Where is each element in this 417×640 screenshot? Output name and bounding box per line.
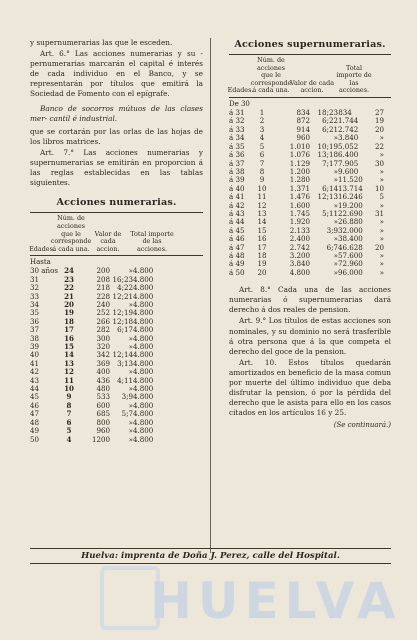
table-row [30,335,203,343]
table-cell: 208 [96,274,110,284]
table-cell: 4.800 [133,300,154,309]
table-cell: 5 [66,426,72,436]
table-cell: 1.280 [289,175,310,185]
table-cell: 4.800 [133,333,154,343]
table-cell: 38 [30,333,40,343]
table-cell: 44 [30,384,40,394]
table-cell: 19 [374,116,384,126]
table-cell: 1.600 [289,200,310,210]
table-row [30,293,203,301]
table-cell: 19.200 [338,200,363,210]
table-cell: 39 [30,342,40,352]
table-row [229,260,391,268]
table-cell: 960 [296,133,310,143]
table-cell: 1.200 [289,166,310,176]
col-header-total: Total importe de las acciones. [130,229,174,253]
table-cell: 6 [66,417,72,427]
table-cell: 26.880 [338,217,363,227]
table-row [30,410,203,418]
table-cell: » [333,166,338,176]
epigraph: Banco de socorros mútuos de las clases mer- cantil é industrial. [30,103,203,123]
table-cell: 3.200 [289,250,310,260]
table-cell: 50 [30,434,40,444]
article-10: Art. 10. Estos títulos quedarán amortizados en beneficio de la masa comun por muerte del último individuo que deba disfrutar la pension, ó por la pérdida del derecho que le asista para ello en los casos citados en los artículos 16 y 25. [229,357,391,418]
table-cell: 9 [259,175,265,185]
table-row [30,377,203,385]
table-cell: 10;19 [317,141,338,151]
table-cell: 3.840 [289,259,310,269]
table-cell: 5;11 [322,208,338,218]
table-cell: 4.800 [133,384,154,394]
table-cell: 2.742 [338,124,359,134]
imprint-footer: Huelva: imprenta de Doña J. Perez, calle del Hospital. [30,548,391,564]
table-cell: á 45 [229,225,245,235]
table-cell: á 35 [229,141,245,151]
table-cell: 11 [64,375,74,385]
table-cell: 36 [30,316,40,326]
table-cell: 30 [374,158,384,168]
table-cell: » [379,217,384,227]
table-cell: 20 [257,267,267,277]
table-cell: » [379,259,384,269]
table-cell: 200 [96,266,110,276]
table-cell: 2 [259,116,265,126]
table-cell: » [379,234,384,244]
table-row [229,202,391,210]
table-row [229,269,391,277]
table-cell: á 46 [229,234,245,244]
table-cell: » [128,367,133,377]
table-row [30,402,203,410]
table-cell: 369 [96,358,110,368]
table-cell: » [333,217,338,227]
table-cell: 4.800 [133,400,154,410]
col-header-valor: Valor de cada accion. [94,229,122,253]
table-cell: 32.000 [338,225,363,235]
table-cell: » [333,133,338,143]
table-cell: á 41 [229,192,245,202]
col-header-num: Núm. de acciones que le corresponde á cada una. [250,56,292,95]
table-cell: 38.400 [338,234,363,244]
table-cell: 8 [66,400,72,410]
table-cell: 5 [379,192,384,202]
table-cell: 6;17 [117,325,133,335]
table-cell: 12;21 [112,291,133,301]
table-cell: 2.400 [289,234,310,244]
table-cell: 48 [30,417,40,427]
table-cell: 3 [259,124,265,134]
table-row [30,393,203,401]
table-cell: » [128,417,133,427]
table-cell: 40 [30,350,40,360]
table-cell: 96.000 [338,267,363,277]
table-cell: 533 [96,392,110,402]
table-cell: 685 [96,409,110,419]
table-cell: á 49 [229,259,245,269]
table-cell: 42 [30,367,40,377]
table-cell: 4.800 [133,308,154,318]
table-cell: 7 [66,409,72,419]
table-cell: 4.800 [133,392,154,402]
table-cell: 4 [66,434,72,444]
column-divider [210,38,211,553]
table-cell: 5;7 [121,409,133,419]
table-row [229,244,391,252]
table-cell: 228 [96,291,110,301]
table-cell: 4.800 [133,367,154,377]
table-cell: 7.905 [338,158,359,168]
table-cell: á 47 [229,242,245,252]
table-cell: 6;22 [322,116,338,126]
left-column [30,38,203,444]
table-cell: 600 [96,400,110,410]
table-cell: » [379,250,384,260]
table-cell: 13.714 [338,183,363,193]
table-cell: 14 [257,217,267,227]
table-cell: 6.400 [338,150,359,160]
table-cell: 400 [96,367,110,377]
table-cell: 1.744 [338,116,359,126]
intro-line: y supernumerarias las que le esceden. [30,38,173,47]
table-cell: 4.800 [133,283,154,293]
table-cell: 4.800 [133,409,154,419]
supernumerarias-table-header [229,54,391,98]
table-cell: 834 [338,108,352,118]
table-row [229,185,391,193]
table-cell: 4.800 [133,266,154,276]
table-cell: 22 [374,141,384,151]
table-cell: 9.600 [338,166,359,176]
table-cell: 10 [374,183,384,193]
table-cell: » [379,150,384,160]
table-cell: » [128,434,133,444]
table-cell: 16 [64,333,74,343]
table-cell: 12;19 [112,308,133,318]
table-cell: 1.476 [289,192,310,202]
table-row [229,160,391,168]
numerarias-table-header [30,212,203,256]
table-row [229,168,391,176]
table-cell: 14 [64,350,74,360]
table-cell: 22 [64,283,74,293]
table-cell: 1.920 [289,217,310,227]
col-header-edades: Edades. [227,86,254,95]
table-cell: 12;14 [112,350,133,360]
table-cell: 7 [259,158,265,168]
table-cell: » [128,384,133,394]
table-cell: 4.800 [133,358,154,368]
table-cell: 6;14 [322,183,338,193]
table-cell: 30 años [30,266,58,276]
table-row [229,151,391,159]
table-row [229,235,391,243]
table-row [30,436,203,444]
hasta-label: Hasta [30,258,51,267]
table-cell: 4.800 [289,267,310,277]
numerarias-table-body [30,267,203,444]
right-column [229,38,391,431]
table-row [30,419,203,427]
table-cell: 19 [257,259,267,269]
table-cell: » [128,266,133,276]
col-header-edades: Edades. [29,244,55,253]
de-label: De 30 [229,100,250,109]
table-row [229,227,391,235]
table-cell: 13 [64,358,74,368]
table-cell: 6;21 [322,124,338,134]
table-cell: á 33 [229,124,245,134]
table-cell: » [128,342,133,352]
table-cell: 10 [257,183,267,193]
table-cell: 12;13 [317,192,338,202]
table-cell: 34 [30,300,40,309]
table-cell: 12 [257,200,267,210]
table-cell: 17 [257,242,267,252]
table-cell: 3.840 [338,133,359,143]
table-cell: 4;11 [117,375,133,385]
table-cell: 9 [66,392,72,402]
table-cell: 11.520 [338,175,363,185]
table-cell: 20 [374,242,384,252]
table-cell: 2.742 [289,242,310,252]
table-cell: » [333,250,338,260]
table-cell: 800 [96,417,110,427]
table-cell: 4.800 [133,325,154,335]
table-cell: » [333,267,338,277]
table-cell: 12;18 [112,316,133,326]
table-row [229,117,391,125]
table-cell: 1.129 [289,158,310,168]
table-cell: á 44 [229,217,245,227]
table-cell: 20 [64,300,74,309]
table-cell: 16.246 [338,192,363,202]
table-row [30,427,203,435]
table-cell: » [333,200,338,210]
table-cell: 57.600 [338,250,363,260]
table-cell: 960 [96,426,110,436]
table-cell: 24 [64,266,74,276]
table-cell: 1.010 [289,141,310,151]
table-cell: 5.052 [338,141,359,151]
table-cell: 27 [374,108,384,118]
article-9: Art. 9.° Los títulos de estas acciones son nominales, y su dominio no será trasferible á otra persona que á la que competa el derecho del goce de la pension. [229,316,391,356]
table-cell: » [128,426,133,436]
table-cell: » [379,200,384,210]
table-cell: 320 [96,342,110,352]
table-cell: 18 [64,316,74,326]
article-7: Art. 7.° Las acciones numerarias y supernumerarias se emitirán en proporcion á las reglas establecidas en las tablas siguientes. [30,147,203,188]
table-cell: 4.800 [133,375,154,385]
table-cell: 1.076 [289,150,310,160]
table-row [229,252,391,260]
table-cell: 914 [296,124,310,134]
table-cell: 23 [64,274,74,284]
table-cell: 35 [30,308,40,318]
table-cell: 480 [96,384,110,394]
table-cell: 46 [30,400,40,410]
table-row [30,326,203,334]
table-cell: 1.371 [289,183,310,193]
table-cell: 19 [64,308,74,318]
table-cell: 872 [296,116,310,126]
table-cell: á 31 [229,108,245,118]
table-cell: á 40 [229,183,245,193]
table-cell: 22.690 [338,208,363,218]
table-row [30,385,203,393]
table-cell: 37 [30,325,40,335]
table-cell: » [379,133,384,143]
table-cell: á 37 [229,158,245,168]
table-cell: 4 [259,133,265,143]
col-header-num: Núm. de acciones que le corresponde á cada una. [50,214,92,253]
continuara-note: (Se continuará.) [333,421,391,430]
table-cell: 1.745 [289,208,310,218]
table-cell: 3;13 [117,358,133,368]
table-cell: 13 [257,208,267,218]
table-cell: 4.800 [133,434,154,444]
article-8: Art. 8.° Cada una de las acciones numerarias ó supernumerarias dará derecho á dos reales de pension. [229,285,391,315]
table-cell: á 43 [229,208,245,218]
table-row [229,210,391,218]
table-cell: 49 [30,426,40,436]
table-cell: » [128,400,133,410]
table-cell: 4.800 [133,342,154,352]
table-cell: 47 [30,409,40,419]
table-cell: » [379,225,384,235]
supernumerarias-table-body [229,109,391,277]
table-cell: 13;18 [317,150,338,160]
after-epigraph: que se cortarán por las orlas de las hojas de los libros matrices. [30,126,203,146]
huelva-watermark: HUELVA [150,572,402,630]
table-cell: 4.800 [133,316,154,326]
table-cell: 6 [259,150,265,160]
table-cell: 4.800 [133,350,154,360]
table-cell: 2.133 [289,225,310,235]
table-row [229,176,391,184]
table-cell: 17 [64,325,74,335]
table-row [229,193,391,201]
table-cell: » [379,166,384,176]
table-cell: 11 [257,192,267,202]
table-row [30,360,203,368]
table-cell: 252 [96,308,110,318]
table-row [229,143,391,151]
table-cell: 342 [96,350,110,360]
table-cell: » [128,333,133,343]
table-cell: 6;7 [326,242,338,252]
table-cell: á 39 [229,175,245,185]
table-row [229,218,391,226]
col-header-total: Total importe de las acciones. [336,63,372,95]
table-cell: 5 [259,141,265,151]
table-cell: á 42 [229,200,245,210]
table-cell: 266 [96,316,110,326]
table-cell: 436 [96,375,110,385]
table-cell: 33 [30,291,40,301]
table-cell: 300 [96,333,110,343]
table-cell: á 34 [229,133,245,143]
table-cell: » [128,300,133,309]
table-cell: 18;23 [317,108,338,118]
table-cell: » [333,234,338,244]
table-cell: » [333,175,338,185]
table-cell: 21 [64,291,74,301]
col-header-valor: Valor de cada accion. [290,78,335,95]
table-cell: á 36 [229,150,245,160]
table-cell: 3;9 [326,225,338,235]
table-cell: á 50 [229,267,245,277]
table-cell: » [379,175,384,185]
table-cell: á 48 [229,250,245,260]
table-cell: 31 [30,274,40,284]
table-cell: 12 [64,367,74,377]
table-cell: 218 [96,283,110,293]
table-cell: 3;9 [121,392,133,402]
table-cell: 20 [374,124,384,134]
table-cell: 15 [64,342,74,352]
table-row [229,134,391,142]
article-6: Art. 6.° Las acciones numerarias y su - pernumerarias marcarán el capital é interés de cada individuo en el Banco, y se representarán por títulos que emitirá la Sociedad de Fomento con el epígrafe. [30,49,203,99]
table-cell: » [379,267,384,277]
table-cell: 4;22 [117,283,133,293]
table-cell: 16 [257,234,267,244]
table-cell: 1 [259,108,265,118]
table-row [229,126,391,134]
table-cell: 72.960 [338,259,363,269]
table-cell: 8 [259,166,265,176]
table-row [229,109,391,117]
table-cell: 4.800 [133,426,154,436]
table-cell: 43 [30,375,40,385]
table-cell: á 38 [229,166,245,176]
table-cell: 15 [257,225,267,235]
table-cell: 1200 [91,434,110,444]
table-cell: 45 [30,392,40,402]
table-cell: 7;17 [322,158,338,168]
table-cell: 10 [64,384,74,394]
numerarias-table-title: Acciones numerarias. [56,197,177,209]
table-cell: 18 [257,250,267,260]
table-cell: » [333,259,338,269]
table-cell: 41 [30,358,40,368]
table-cell: 32 [30,283,40,293]
table-cell: 4.800 [133,417,154,427]
table-cell: 16;23 [112,274,133,284]
table-cell: 282 [96,325,110,335]
table-cell: 4.800 [133,291,154,301]
table-cell: á 32 [229,116,245,126]
table-cell: 4.800 [133,274,154,284]
table-cell: 240 [96,300,110,309]
supernumerarias-table-title: Acciones supernumerarias. [234,39,386,50]
table-cell: 834 [296,108,310,118]
table-cell: 31 [374,208,384,218]
table-cell: 46.628 [338,242,363,252]
